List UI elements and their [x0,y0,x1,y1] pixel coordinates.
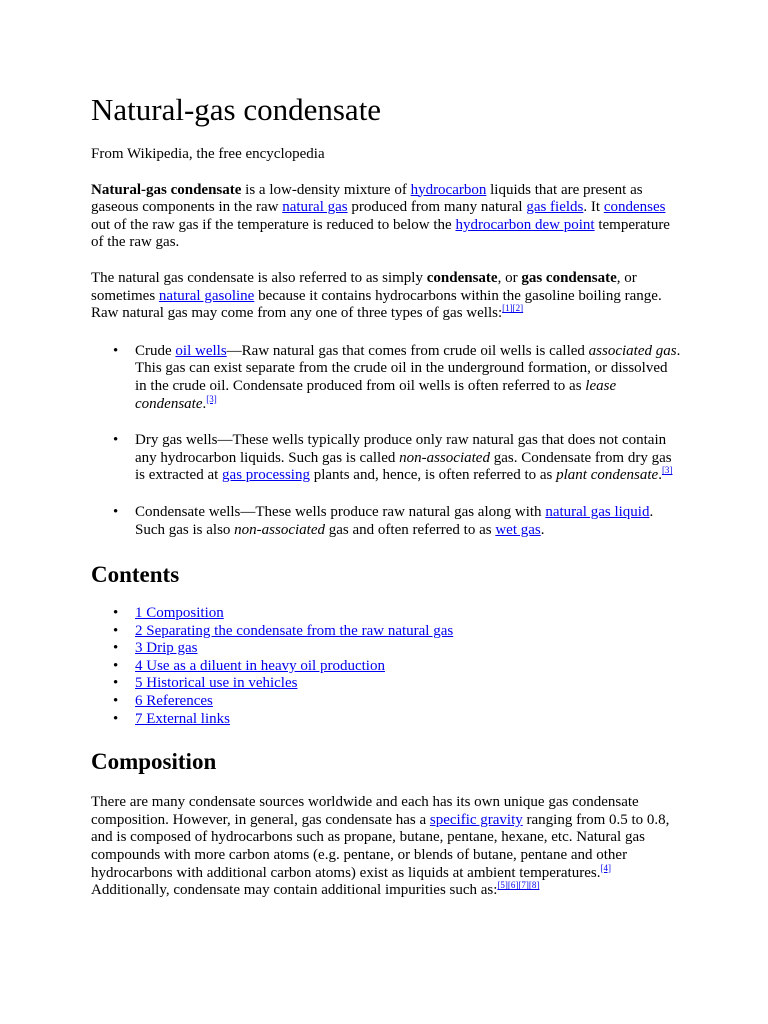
text: liquids that are present as gaseous components in the raw [91,181,643,216]
bullet: • [113,503,119,520]
toc-link[interactable]: 3 Drip gas [135,640,198,657]
text: The natural gas condensate is also referred to as simply [91,269,427,286]
text: ranging from 0.5 to 0.8, and is composed of hydrocarbons such as propane, butane, pentane, hexane, etc. Natural gas compounds with more carbon atoms (e.g. pentane, or blends of butane, pentane and other hydrocarbons with additional carbon atoms) exist as liquids at ambient temperatures. [91,811,670,881]
toc-item-composition [91,605,681,623]
bullet: • [113,657,119,674]
bullet: • [113,622,119,639]
contents-heading: Contents [91,562,180,588]
page-title: Natural-gas condensate [91,92,382,127]
bullet: • [113,432,119,449]
link-oil-wells[interactable]: oil wells [175,342,227,359]
link-specific-gravity[interactable]: specific gravity [429,811,523,828]
tagline: From Wikipedia, the free encyclopedia [91,146,325,162]
italic-term: plant condensate [556,467,659,484]
text: —Raw natural gas that comes from crude oil wells is called [226,342,589,359]
list-item [91,343,681,413]
bullet: • [113,675,119,692]
italic-term: non-associated [234,521,325,538]
bold-term: gas condensate [521,269,617,286]
italic-term: non-associated [399,449,490,466]
toc-item-diluent [91,658,681,676]
gas-wells-list [91,343,681,539]
citation-link[interactable]: [3] [661,465,673,476]
toc-link[interactable]: 4 Use as a diluent in heavy oil production [135,657,385,674]
toc-link[interactable]: 5 Historical use in vehicles [135,675,298,692]
text: Condensate wells—These wells produce raw natural gas along with [135,503,546,520]
text: . Such gas is also [135,503,654,538]
toc-item-references [91,693,681,711]
text: . [540,521,545,538]
intro-paragraph-2 [91,270,681,323]
text: Dry gas wells—These wells typically produce only raw natural gas that does not contain any hydrocarbon liquids. Such gas is called [135,432,667,466]
link-condenses[interactable]: condenses [603,199,666,216]
text: produced from many natural [347,199,527,216]
link-wet-gas[interactable]: wet gas [495,521,541,538]
text: because it contains hydrocarbons within the gasoline boiling range. Raw natural gas may come from any one of three types of gas wells: [91,287,662,322]
bullet: • [113,640,119,657]
text: gas. Condensate from dry gas is extracted at [135,449,672,484]
text: , or [497,269,522,286]
citation-link[interactable]: [5][6][7][8] [497,880,540,891]
composition-paragraph [91,794,681,900]
italic-term: lease condensate [135,377,617,412]
link-gas-processing[interactable]: gas processing [222,467,310,484]
bullet: • [113,693,119,710]
link-gas-fields[interactable]: gas fields [526,199,584,216]
bullet: • [113,710,119,727]
text: is a low-density mixture of [241,181,411,198]
toc-item-separating [91,623,681,641]
text: Crude [135,342,176,359]
text: gas and often referred to as [325,521,496,538]
toc-link[interactable]: 1 Composition [135,605,224,622]
link-hydrocarbon[interactable]: hydrocarbon [410,181,487,198]
bullet: • [113,605,119,622]
text: . [202,395,207,412]
citation-link[interactable]: [3] [206,393,217,404]
toc-link[interactable]: 6 References [135,693,213,710]
article-body [91,90,681,900]
toc-item-external-links [91,711,681,729]
bold-term: condensate [426,269,498,286]
bullet: • [113,342,119,359]
intro-paragraph-1 [91,182,681,252]
list-item [91,504,681,539]
citation-link[interactable]: [4] [600,862,611,873]
text: temperature of the raw gas. [91,216,670,251]
link-natural-gas-liquid[interactable]: natural gas liquid [545,503,650,520]
text: out of the raw gas if the temperature is reduced to below the [91,216,456,233]
toc-link[interactable]: 7 External links [135,710,230,727]
text: , or sometimes [91,269,637,304]
toc-link[interactable]: 2 Separating the condensate from the raw natural gas [135,622,454,639]
text: Additionally, condensate may contain additional impurities such as: [91,882,498,899]
composition-heading: Composition [91,749,217,775]
text: . [658,467,662,484]
bold-term: Natural-gas condensate [91,181,242,198]
list-item [91,432,681,485]
text: There are many condensate sources worldwide and each has its own unique gas condensate composition. However, in general, gas condensate has a [91,794,639,828]
table-of-contents [91,605,681,728]
text: . This gas can exist separate from the crude oil in the underground formation, or dissolved in the crude oil. Condensate produced from oil wells is often referred to as [135,342,681,394]
link-natural-gasoline[interactable]: natural gasoline [158,287,255,304]
italic-term: associated gas [588,342,677,359]
text: . It [583,199,604,216]
text: plants and, hence, is often referred to as [309,467,557,484]
citation-link[interactable]: [1][2] [502,303,524,314]
link-natural-gas[interactable]: natural gas [282,199,348,216]
toc-item-drip-gas [91,640,681,658]
toc-item-historical-use [91,675,681,693]
link-hydrocarbon-dew-point[interactable]: hydrocarbon dew point [455,216,595,233]
